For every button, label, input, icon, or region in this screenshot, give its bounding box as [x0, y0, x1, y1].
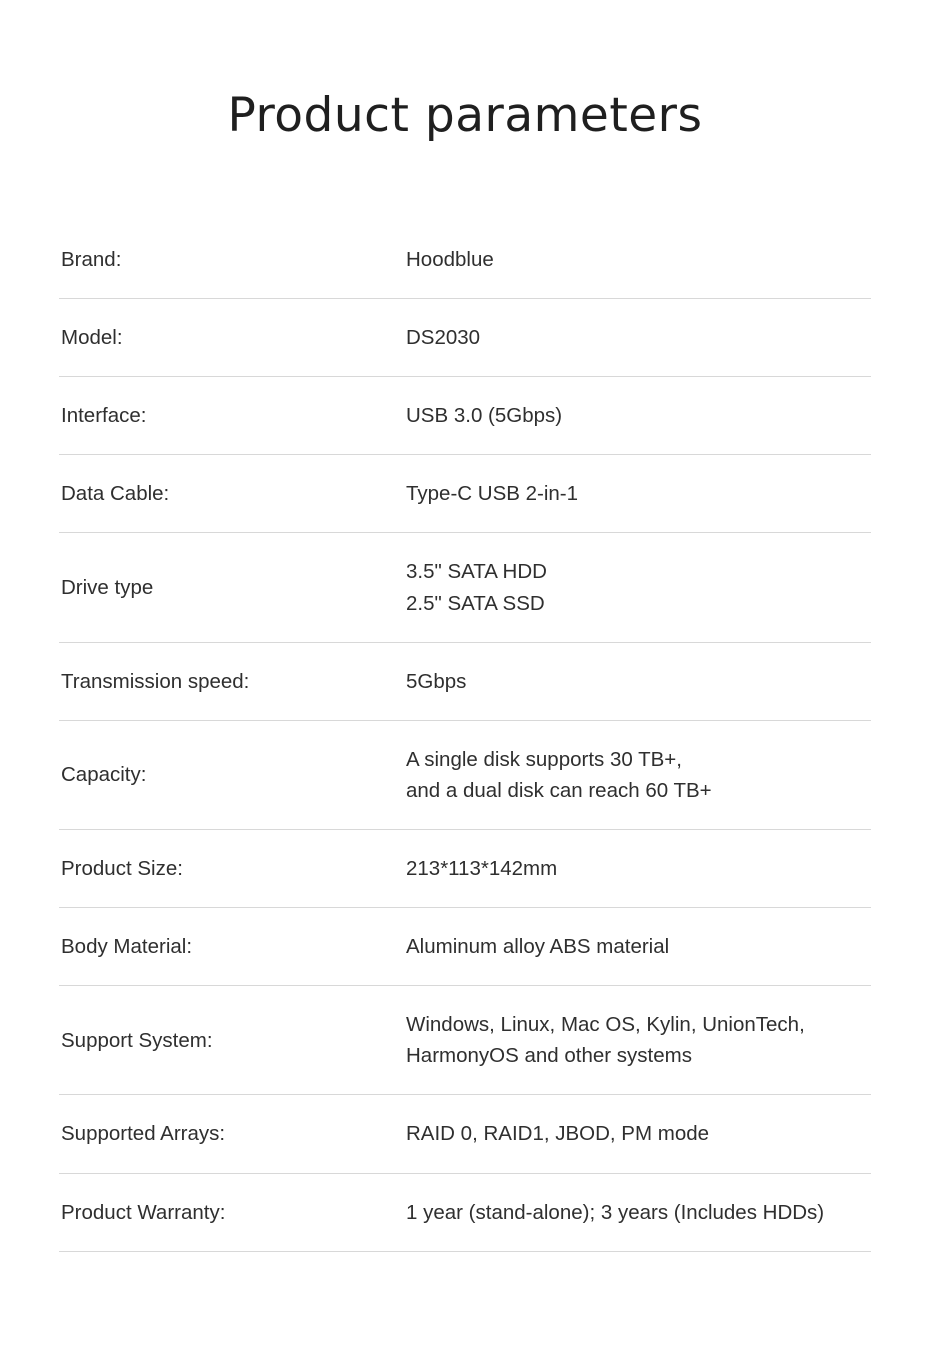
spec-label: Product Warranty: — [61, 1200, 226, 1224]
specifications-table — [59, 221, 871, 1252]
spec-label: Product Size: — [61, 856, 183, 880]
spec-value — [406, 908, 871, 986]
table-row — [59, 829, 871, 907]
spec-value — [406, 533, 871, 642]
spec-value-line: Windows, Linux, Mac OS, Kylin, UnionTech, — [406, 1013, 805, 1037]
spec-value-line: 213*113*142mm — [406, 856, 558, 880]
spec-value — [406, 299, 871, 377]
table-row — [59, 720, 871, 829]
spec-value — [406, 377, 871, 455]
spec-value-line: 5Gbps — [406, 669, 467, 693]
table-row — [59, 642, 871, 720]
table-row — [59, 299, 871, 377]
spec-value-line: Aluminum alloy ABS material — [406, 935, 670, 959]
spec-label: Data Cable: — [61, 482, 170, 506]
spec-value-line: USB 3.0 (5Gbps) — [406, 404, 563, 428]
spec-value-line: A single disk supports 30 TB+, — [406, 747, 682, 771]
spec-value — [406, 986, 871, 1095]
spec-value-line: Hoodblue — [406, 248, 494, 271]
table-row — [59, 455, 871, 533]
spec-label: Capacity: — [61, 763, 147, 787]
table-row — [59, 377, 871, 455]
spec-value-line: 3.5" SATA HDD — [406, 560, 547, 584]
spec-value — [406, 455, 871, 533]
spec-value — [406, 642, 871, 720]
table-row — [59, 533, 871, 642]
spec-value — [406, 829, 871, 907]
spec-label: Supported Arrays: — [61, 1122, 226, 1146]
spec-label: Drive type — [61, 575, 154, 599]
table-row — [59, 1095, 871, 1173]
spec-label: Body Material: — [61, 935, 193, 959]
spec-value-line: HarmonyOS and other systems — [406, 1044, 692, 1068]
table-row — [59, 908, 871, 986]
spec-value — [406, 1173, 871, 1251]
table-row — [59, 221, 871, 299]
table-row — [59, 1173, 871, 1251]
spec-label: Brand: — [61, 248, 122, 271]
spec-value-line: Type-C USB 2-in-1 — [406, 482, 579, 506]
spec-value-line: DS2030 — [406, 326, 481, 350]
spec-value — [406, 1095, 871, 1173]
spec-label: Interface: — [61, 404, 147, 428]
spec-label: Support System: — [61, 1028, 213, 1052]
spec-label: Model: — [61, 326, 123, 350]
page-title: Product parameters — [227, 88, 703, 143]
spec-value-line: 2.5" SATA SSD — [406, 591, 545, 615]
spec-label: Transmission speed: — [61, 669, 250, 693]
spec-value-line: and a dual disk can reach 60 TB+ — [406, 778, 712, 802]
specifications-table-body — [59, 221, 871, 1251]
spec-value — [406, 221, 871, 299]
spec-value-line: RAID 0, RAID1, JBOD, PM mode — [406, 1122, 710, 1146]
spec-value — [406, 720, 871, 829]
spec-value-line: 1 year (stand-alone); 3 years (Includes HDDs) — [406, 1200, 825, 1224]
table-row — [59, 986, 871, 1095]
